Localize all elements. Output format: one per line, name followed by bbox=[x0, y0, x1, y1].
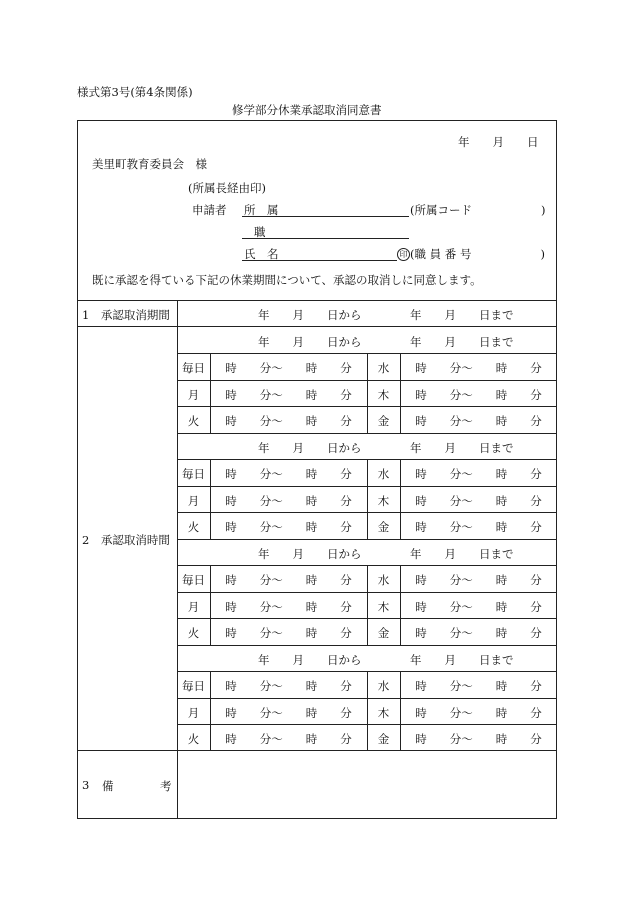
form-title: 修学部分休業承認取消同意書 bbox=[232, 103, 382, 117]
time-range[interactable]: 時 分～ 時 分 bbox=[415, 414, 542, 428]
group-rule bbox=[177, 539, 557, 540]
position-label: 職 bbox=[254, 225, 266, 239]
day-label: 木 bbox=[377, 705, 390, 720]
name-label: 氏 名 bbox=[244, 247, 279, 261]
day-label: 水 bbox=[377, 573, 390, 587]
day-label: 水 bbox=[377, 361, 390, 375]
time-range[interactable]: 時 分～ 時 分 bbox=[415, 387, 542, 402]
section1-label: 1 承認取消期間 bbox=[82, 308, 170, 322]
form-number: 様式第3号(第4条関係) bbox=[77, 85, 193, 99]
section3-number: 3 bbox=[82, 778, 90, 792]
column-divider bbox=[400, 353, 401, 433]
column-divider bbox=[367, 353, 368, 433]
day-label: 木 bbox=[377, 387, 390, 402]
section1-from: 年 月 日から bbox=[258, 308, 362, 322]
column-divider bbox=[400, 671, 401, 751]
time-range[interactable]: 時 分～ 時 分 bbox=[225, 599, 352, 614]
day-label: 月 bbox=[187, 493, 200, 508]
group-to: 年 月 日まで bbox=[410, 334, 514, 349]
staff-number: (職 員 番 号 ) bbox=[410, 247, 545, 261]
group-to: 年 月 日まで bbox=[410, 440, 514, 455]
time-range[interactable]: 時 分～ 時 分 bbox=[415, 520, 542, 534]
day-label: 木 bbox=[377, 599, 390, 614]
column-divider bbox=[367, 565, 368, 645]
seal-icon: 印 bbox=[397, 248, 410, 261]
group-rule bbox=[177, 433, 557, 434]
group-from: 年 月 日から bbox=[258, 546, 362, 561]
day-label: 金 bbox=[377, 520, 390, 534]
time-range[interactable]: 時 分～ 時 分 bbox=[225, 414, 352, 428]
day-label: 火 bbox=[187, 626, 200, 640]
section2-label: 2 承認取消時間 bbox=[82, 533, 170, 547]
time-range[interactable]: 時 分～ 時 分 bbox=[225, 361, 352, 375]
addressee: 美里町教育委員会 様 bbox=[92, 157, 207, 171]
day-label: 月 bbox=[187, 387, 200, 402]
group-to: 年 月 日まで bbox=[410, 546, 514, 561]
consent-statement: 既に承認を得ている下記の休業期間について、承認の取消しに同意します。 bbox=[92, 273, 482, 287]
group-rule bbox=[177, 645, 557, 646]
day-label: 金 bbox=[377, 414, 390, 428]
time-range[interactable]: 時 分～ 時 分 bbox=[415, 732, 542, 746]
day-label: 毎日 bbox=[182, 361, 205, 375]
column-divider bbox=[210, 459, 211, 539]
time-range[interactable]: 時 分～ 時 分 bbox=[225, 679, 352, 693]
remarks-field[interactable] bbox=[178, 751, 556, 818]
column-divider bbox=[210, 353, 211, 433]
day-label: 金 bbox=[377, 626, 390, 640]
day-label: 水 bbox=[377, 679, 390, 693]
section1-bottom-rule bbox=[77, 326, 557, 327]
date-line: 年 月 日 bbox=[458, 135, 539, 149]
section1-top-rule bbox=[77, 300, 557, 301]
day-label: 月 bbox=[187, 599, 200, 614]
column-divider bbox=[210, 671, 211, 751]
column-divider bbox=[400, 459, 401, 539]
seal-mark bbox=[397, 246, 410, 261]
time-range[interactable]: 時 分～ 時 分 bbox=[415, 679, 542, 693]
section3-label-b: 考 bbox=[160, 779, 172, 793]
time-range[interactable]: 時 分～ 時 分 bbox=[225, 705, 352, 720]
group-from: 年 月 日から bbox=[258, 652, 362, 667]
day-label: 月 bbox=[187, 705, 200, 720]
time-range[interactable]: 時 分～ 時 分 bbox=[225, 732, 352, 746]
time-range[interactable]: 時 分～ 時 分 bbox=[415, 626, 542, 640]
affiliation-code: (所属コード ) bbox=[410, 203, 546, 217]
time-range[interactable]: 時 分～ 時 分 bbox=[225, 520, 352, 534]
day-label: 木 bbox=[377, 493, 390, 508]
day-label: 水 bbox=[377, 467, 390, 481]
section3-label-a: 備 bbox=[102, 779, 114, 793]
column-divider bbox=[367, 459, 368, 539]
column-divider bbox=[367, 671, 368, 751]
affiliation-field[interactable] bbox=[242, 216, 409, 217]
position-field[interactable] bbox=[242, 238, 409, 239]
day-label: 毎日 bbox=[182, 573, 205, 587]
day-label: 火 bbox=[187, 732, 200, 746]
day-label: 金 bbox=[377, 732, 390, 746]
day-label: 火 bbox=[187, 414, 200, 428]
time-range[interactable]: 時 分～ 時 分 bbox=[415, 599, 542, 614]
time-range[interactable]: 時 分～ 時 分 bbox=[415, 361, 542, 375]
time-range[interactable]: 時 分～ 時 分 bbox=[225, 573, 352, 587]
group-to: 年 月 日まで bbox=[410, 652, 514, 667]
applicant-label: 申請者 bbox=[192, 203, 227, 217]
name-field[interactable] bbox=[242, 260, 397, 261]
time-range[interactable]: 時 分～ 時 分 bbox=[415, 573, 542, 587]
time-range[interactable]: 時 分～ 時 分 bbox=[415, 467, 542, 481]
day-label: 毎日 bbox=[182, 679, 205, 693]
via-principal-stamp: (所属長経由印) bbox=[188, 181, 266, 195]
time-range[interactable]: 時 分～ 時 分 bbox=[225, 626, 352, 640]
group-from: 年 月 日から bbox=[258, 334, 362, 349]
time-range[interactable]: 時 分～ 時 分 bbox=[225, 493, 352, 508]
time-range[interactable]: 時 分～ 時 分 bbox=[225, 387, 352, 402]
time-range[interactable]: 時 分～ 時 分 bbox=[415, 705, 542, 720]
time-range[interactable]: 時 分～ 時 分 bbox=[225, 467, 352, 481]
affiliation-label: 所 属 bbox=[244, 203, 279, 217]
column-divider bbox=[400, 565, 401, 645]
group-from: 年 月 日から bbox=[258, 440, 362, 455]
column-divider bbox=[210, 565, 211, 645]
section1-to: 年 月 日まで bbox=[410, 308, 514, 322]
time-range[interactable]: 時 分～ 時 分 bbox=[415, 493, 542, 508]
day-label: 毎日 bbox=[182, 467, 205, 481]
day-label: 火 bbox=[187, 520, 200, 534]
